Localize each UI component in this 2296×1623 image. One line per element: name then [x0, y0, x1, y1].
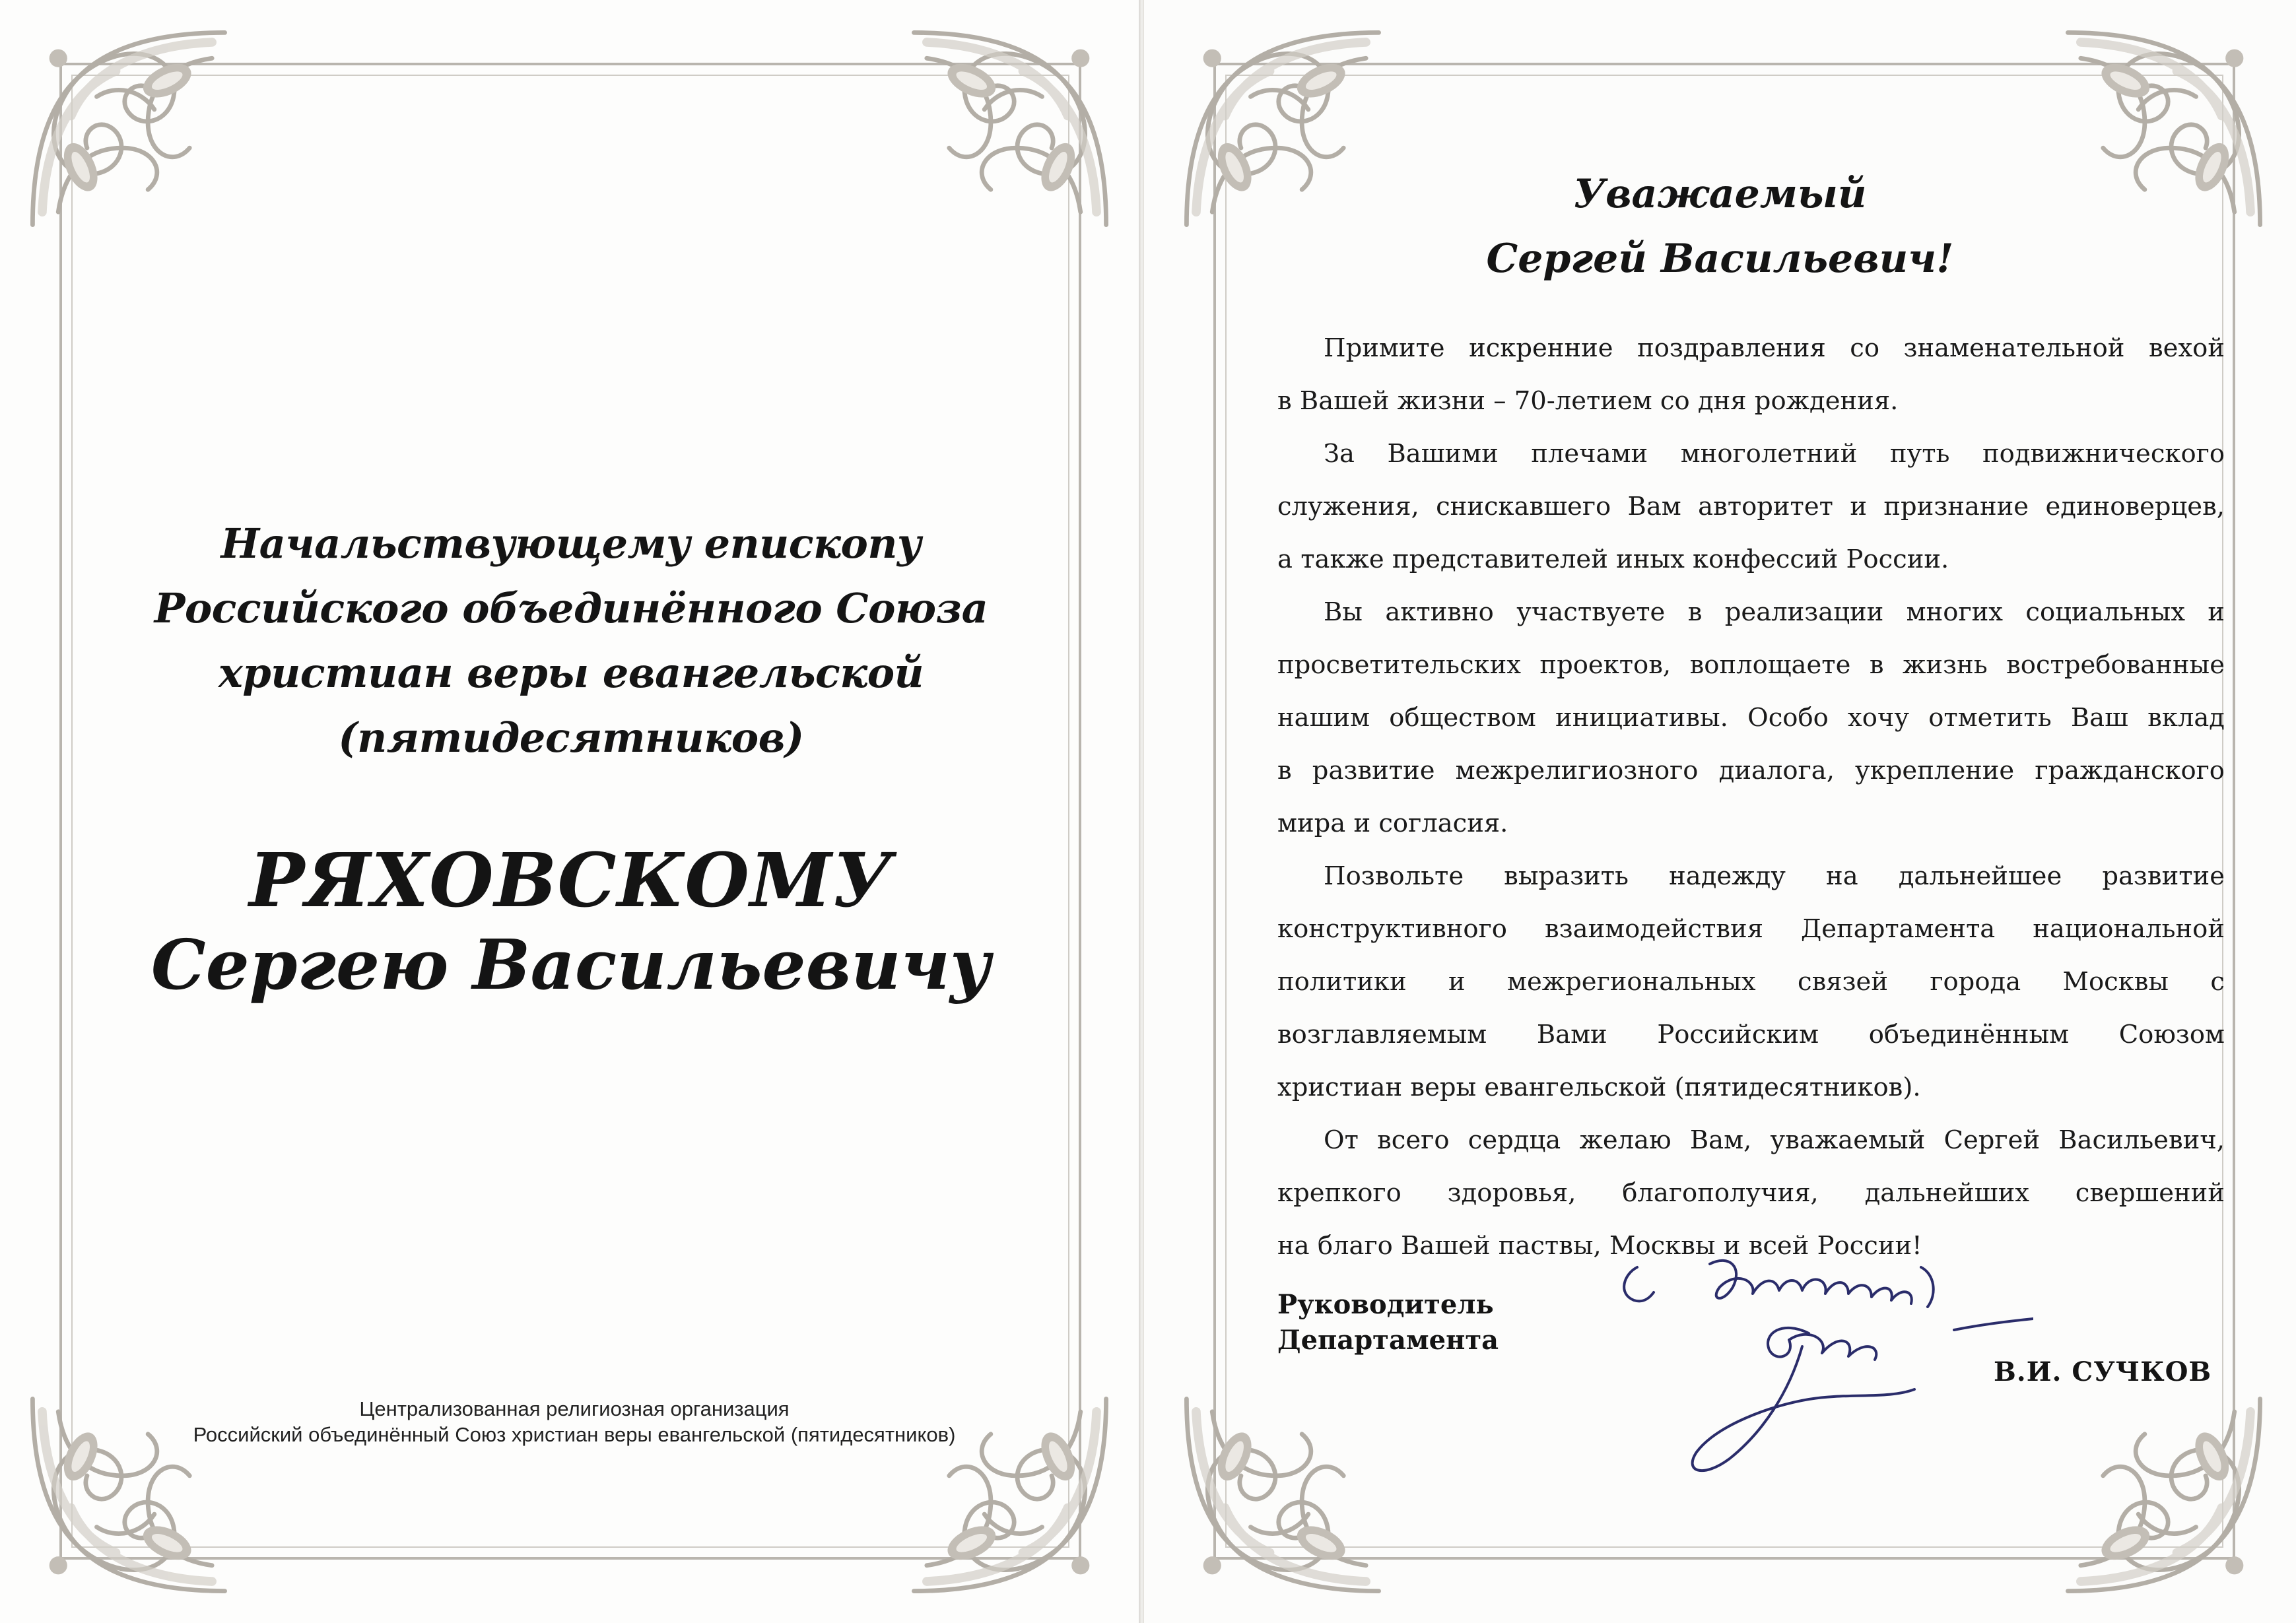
signatory-name: В.И. СУЧКОВ [1994, 1356, 2212, 1387]
letter-line: возглавляемым Вами Российским объединённым Союзом [1277, 1020, 2225, 1049]
handwritten-signature [1611, 1241, 2033, 1518]
org-note-line: Российский объединённый Союз христиан веры евангельской (пятидесятников) [193, 1423, 956, 1446]
greeting-line: Сергей Васильевич! [1486, 236, 1954, 282]
corner-ornament-icon [20, 20, 238, 238]
letter-paragraph [1277, 428, 2225, 586]
letter-line: От всего сердца желаю Вам, уважаемый Сергей Васильевич, [1324, 1125, 2225, 1155]
address-line: (пятидесятников) [338, 713, 804, 762]
letter-line: в развитие межрелигиозного диалога, укрепление гражданского [1277, 756, 2225, 785]
page-fold [1139, 0, 1144, 1623]
letter-line: Вы активно участвуете в реализации многих социальных и [1324, 597, 2225, 627]
letter-line: конструктивного взаимодействия Департамента национальной [1277, 914, 2225, 944]
corner-ornament-icon [2055, 1386, 2273, 1604]
letter-line: христиан веры евангельской (пятидесятников). [1277, 1073, 1921, 1102]
letter-line: в Вашей жизни – 70-летием со дня рождения. [1277, 386, 1899, 416]
signatory-title [1277, 1287, 1499, 1358]
letter-line: на благо Вашей паствы, Москвы и всей России! [1277, 1231, 1922, 1261]
recipient-name: Сергею Васильевичу [151, 924, 992, 1005]
signatory-title-line: Департамента [1277, 1325, 1499, 1356]
letter-line: просветительских проектов, воплощаете в жизнь востребованные [1277, 650, 2225, 680]
letter-paragraph [1277, 850, 2225, 1114]
letter-paragraph [1277, 322, 2225, 428]
org-note-line: Централизованная религиозная организация [359, 1397, 790, 1420]
letter-line: мира и согласия. [1277, 809, 1508, 838]
recipient-address [132, 512, 1010, 770]
letter-line: Примите искренние поздравления со знаменательной вехой [1324, 333, 2225, 363]
letter-line: Позвольте выразить надежду на дальнейшее развитие [1324, 861, 2225, 891]
letter-line: нашим обществом инициативы. Особо хочу отметить Ваш вклад [1277, 703, 2225, 733]
letter-paragraph [1277, 586, 2225, 850]
letter-line: служения, снискавшего Вам авторитет и признание единоверцев, [1277, 492, 2225, 521]
letter-line: политики и межрегиональных связей города Москвы с [1277, 967, 2225, 997]
recipient-surname: РЯХОВСКОМУ [249, 838, 893, 924]
address-line: Начальствующему епископу [220, 519, 922, 568]
left-page [0, 0, 1139, 1623]
corner-ornament-icon [1174, 1386, 1392, 1604]
page-frame [59, 63, 1081, 1560]
corner-ornament-icon [901, 20, 1119, 238]
recipient-block [99, 838, 1043, 1006]
address-line: Российского объединённого Союза [154, 584, 988, 632]
greeting [1144, 162, 2296, 291]
letter-line: За Вашими плечами многолетний путь подвижнического [1324, 439, 2225, 469]
address-line: христиан веры евангельской [218, 649, 924, 697]
organization-note [106, 1396, 1043, 1447]
greeting-line: Уважаемый [1573, 171, 1867, 217]
page-inner-frame [71, 75, 1069, 1548]
letter-line: а также представителей иных конфессий России. [1277, 545, 1949, 574]
letter-line: крепкого здоровья, благополучия, дальнейших свершений [1277, 1178, 2225, 1208]
signatory-title-line: Руководитель [1277, 1289, 1494, 1320]
letter-body [1277, 322, 2225, 1273]
